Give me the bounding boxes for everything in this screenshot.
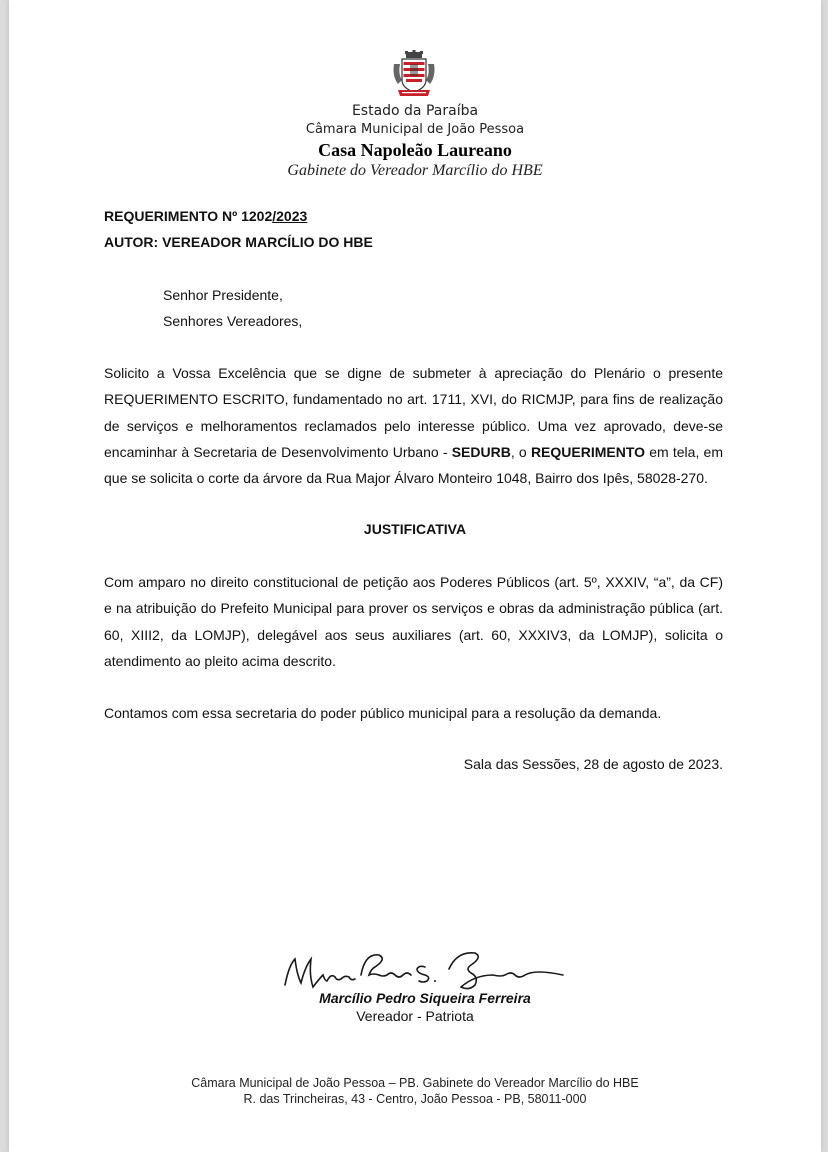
request-title xyxy=(104,208,307,224)
salutation-councilors: Senhores Vereadores, xyxy=(163,313,303,329)
request-paragraph-text-1: Solicito a Vossa Excelência que se digne de submeter à apreciação do Plenário o presente REQUERIMENTO ESCRITO, fundamentado no art. 1711, XVI, do RICMJP, para fins de realização de serviços e melhoramentos reclamados pelo interesse público. Uma vez aprovado, deve-se encaminhar à Secretaria de Desenvolvimento Urbano - xyxy=(104,365,723,460)
request-paragraph-text-2: , o xyxy=(510,443,531,460)
request-year: /2023 xyxy=(272,208,308,224)
document-page xyxy=(9,0,821,1152)
sedurb-label: SEDURB xyxy=(451,443,511,460)
closing-paragraph: Contamos com essa secretaria do poder público municipal para a resolução da demanda. xyxy=(104,705,662,721)
signer-role: Vereador - Patriota xyxy=(356,1008,474,1024)
requerimento-label: REQUERIMENTO xyxy=(530,443,646,460)
header-house: Casa Napoleão Laureano xyxy=(318,140,512,160)
signer-name: Marcílio Pedro Siqueira Ferreira xyxy=(319,990,531,1006)
request-paragraph xyxy=(104,360,723,491)
header-state: Estado da Paraíba xyxy=(351,103,479,119)
header-chamber: Câmara Municipal de João Pessoa xyxy=(305,122,525,137)
header-office: Gabinete do Vereador Marcílio do HBE xyxy=(287,162,543,179)
coat-of-arms-icon xyxy=(390,50,438,98)
footer-line-2: R. das Trincheiras, 43 - Centro, João Pessoa - PB, 58011-000 xyxy=(243,1092,587,1106)
request-author: AUTOR: VEREADOR MARCÍLIO DO HBE xyxy=(104,234,373,250)
place-date: Sala das Sessões, 28 de agosto de 2023. xyxy=(463,756,723,772)
justification-paragraph: Com amparo no direito constitucional de petição aos Poderes Públicos (art. 5º, XXXIV, “a”, da CF) e na atribuição do Prefeito Municipal para prover os serviços e obras da administração pública (art. 60, XIII2, da LOMJP), delegável aos seus auxiliares (art. 60, XXXIV3, da LOMJP), solicita o atendimento ao pleito acima descrito. xyxy=(104,574,723,669)
justification-title: JUSTIFICATIVA xyxy=(363,521,467,537)
salutation-president: Senhor Presidente, xyxy=(163,287,283,303)
request-number: REQUERIMENTO Nº 1202 xyxy=(104,208,273,224)
request-paragraph-text-3: em tela, em que se solicita o corte da árvore da Rua Major Álvaro Monteiro 1048, Bairro dos Ipês, 58028-270. xyxy=(104,443,724,487)
footer-line-1: Câmara Municipal de João Pessoa – PB. Gabinete do Vereador Marcílio do HBE xyxy=(191,1076,639,1090)
